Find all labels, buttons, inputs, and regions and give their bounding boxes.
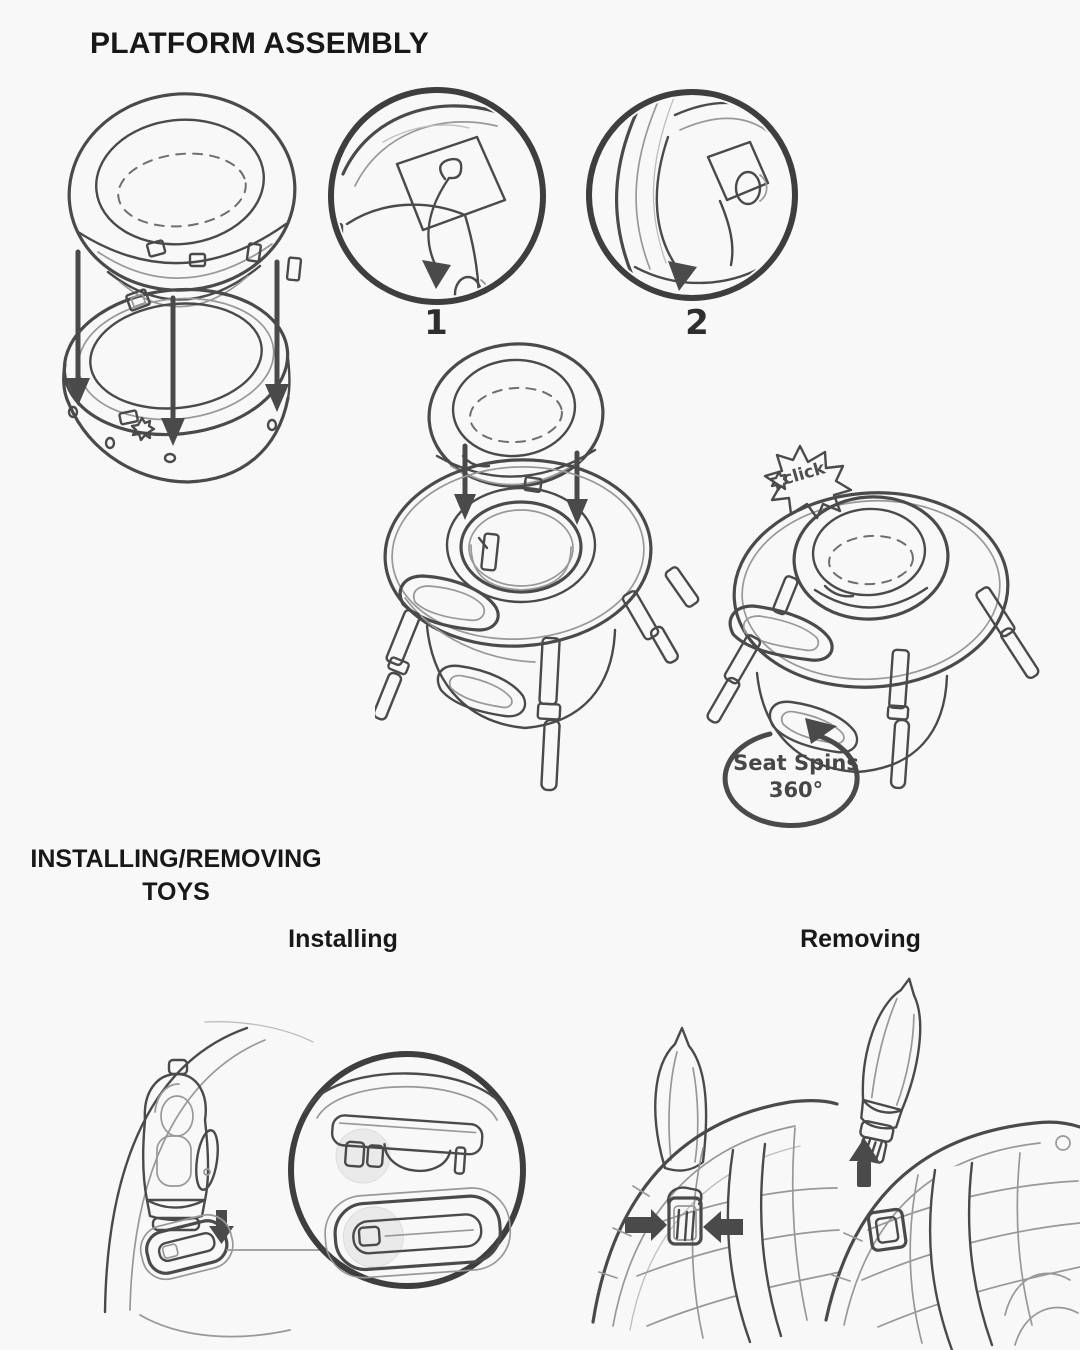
toy-removing-squeeze-illustration — [585, 1020, 841, 1350]
step-number-1: 1 — [424, 303, 448, 343]
assembly-direction-arrows — [66, 252, 289, 446]
page-title: PLATFORM ASSEMBLY — [90, 27, 429, 60]
seat-insertion-illustration — [375, 338, 727, 826]
platform-rim-drawing — [105, 1022, 313, 1337]
step-number-2: 2 — [685, 303, 709, 343]
assembled-platform-drawing — [728, 484, 1015, 772]
removing-subheading: Removing — [800, 925, 921, 953]
toy-removing-lift-illustration — [820, 975, 1080, 1350]
detail-step1-illustration — [325, 82, 551, 312]
click-callout-label: click — [780, 458, 828, 490]
seat-spins-degrees: 360° — [768, 778, 824, 802]
seat-spins-label: Seat Spins — [733, 751, 859, 775]
section-heading-line2: TOYS — [142, 878, 210, 906]
magnifier-circle — [291, 1054, 523, 1286]
lifted-toy-drawing — [845, 975, 933, 1166]
detail-step1-content — [331, 106, 505, 312]
toy-drawing — [143, 1060, 221, 1230]
platform-top-drawing — [59, 83, 304, 307]
release-clip-drawing — [668, 1188, 701, 1244]
empty-slot-drawing — [868, 1209, 907, 1251]
installing-subheading: Installing — [288, 925, 398, 953]
section-heading-installing-removing-toys — [25, 843, 327, 909]
toy-installing-illustration — [85, 1020, 555, 1350]
exploded-platform-illustration — [38, 82, 350, 494]
platform-base-drawing — [57, 279, 295, 482]
detail-step2-content — [617, 95, 780, 291]
toy-slot-drawing — [136, 1210, 238, 1285]
seat-spins-badge — [721, 750, 871, 804]
magnifier-content — [305, 1073, 513, 1280]
detail-step2-illustration — [580, 85, 806, 311]
section-heading-line1: INSTALLING/REMOVING — [30, 845, 322, 873]
